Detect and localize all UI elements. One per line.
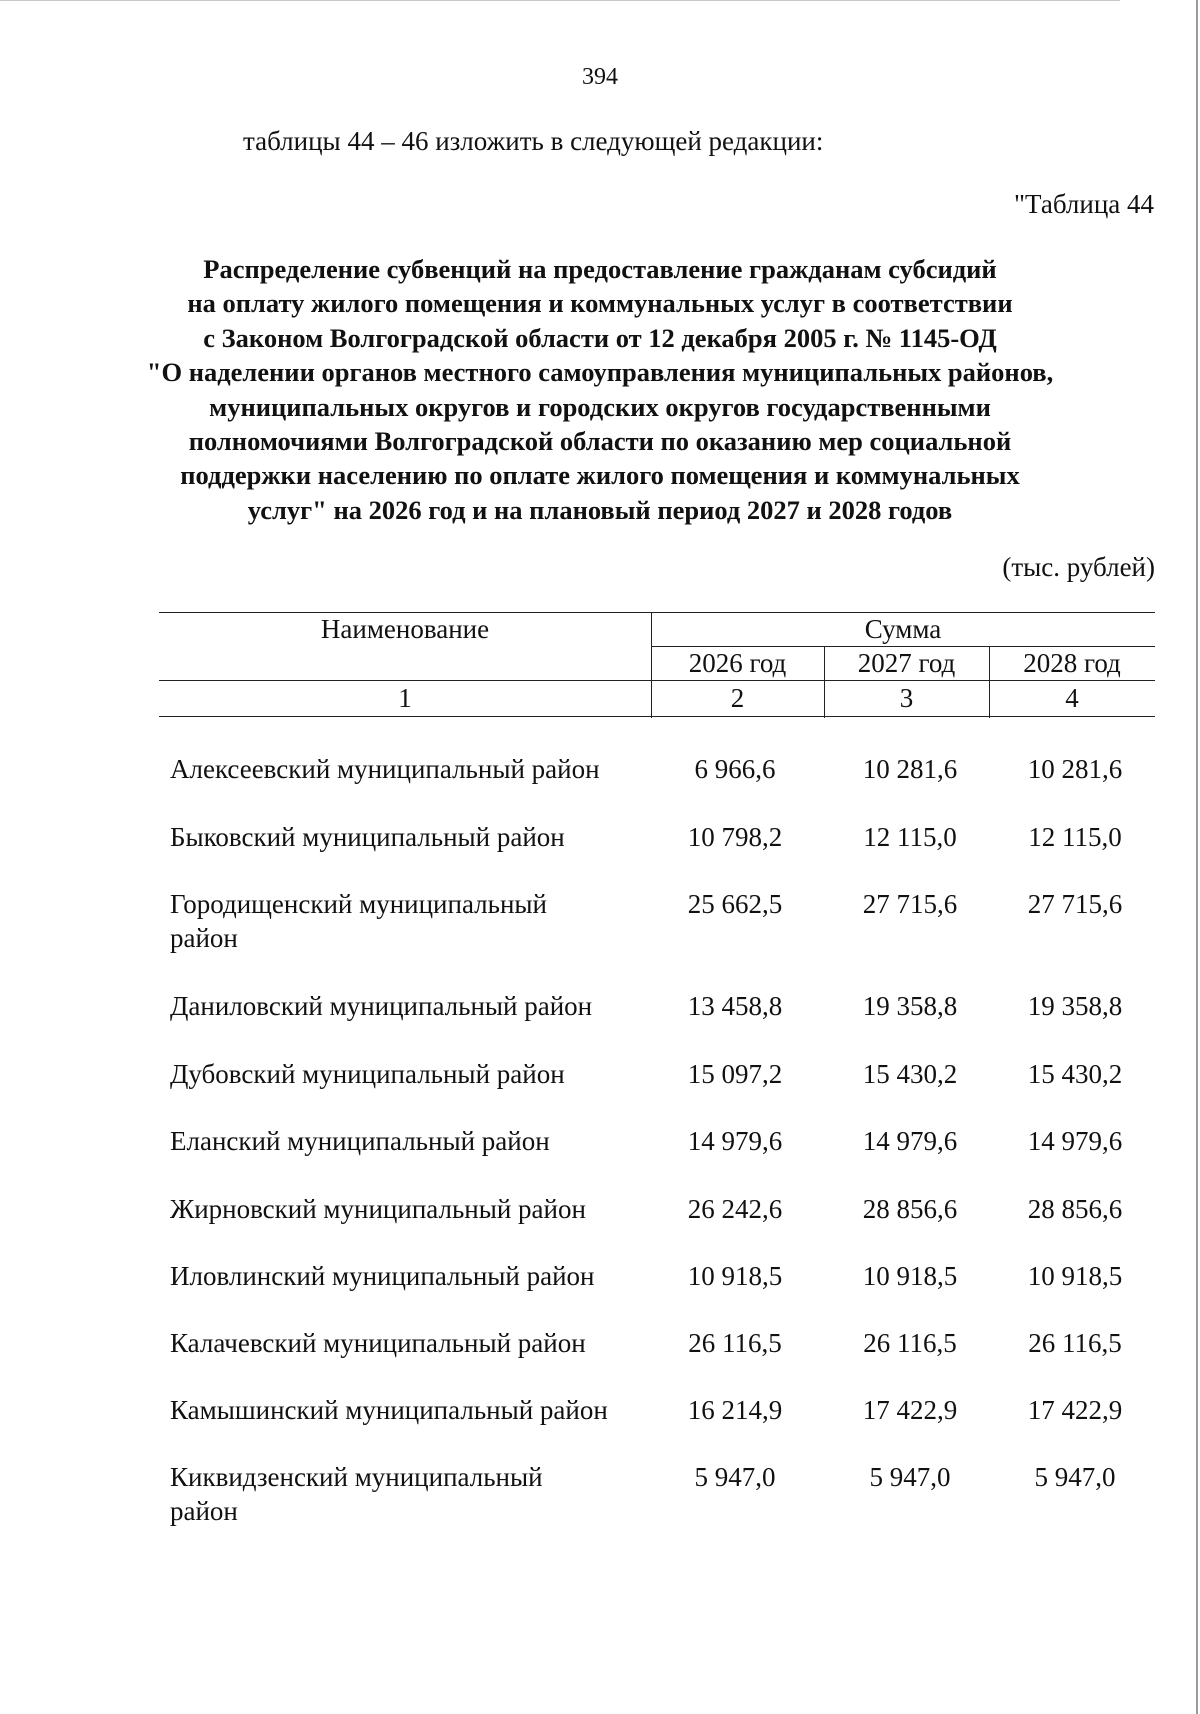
header-colnum-3: 3 [899,683,914,713]
row-name: Камышинский муниципальный район [170,1395,608,1425]
row-value-2026: 16 214,9 [687,1395,783,1425]
header-rule-bottom [159,716,1155,717]
page-right-edge [1196,0,1198,1714]
row-value-2026: 10 918,5 [687,1261,783,1291]
row-value-2027: 14 979,6 [862,1126,958,1156]
header-year-2026: 2026 год [688,648,787,678]
title-line: муниципальных округов и городских округов государственными [209,391,991,422]
row-value-2028: 10 281,6 [1027,754,1123,784]
title-line: Распределение субвенций на предоставление гражданам субсидий [203,254,997,284]
title-line: поддержки населению по оплате жилого помещения и коммунальных [180,460,1020,491]
row-value-2026: 26 116,5 [688,1328,782,1358]
row-value-2027: 10 281,6 [862,754,958,784]
row-value-2026: 15 097,2 [687,1059,783,1089]
header-name: Наименование [320,614,490,644]
header-year-2027: 2027 год [857,648,956,678]
row-value-2028: 5 947,0 [1034,1462,1116,1492]
header-colnum-2: 2 [730,683,745,713]
row-value-2028: 14 979,6 [1027,1126,1123,1156]
row-value-2028: 10 918,5 [1027,1261,1123,1291]
row-name: Жирновский муниципальный район [170,1194,586,1224]
row-value-2028: 26 116,5 [1028,1328,1122,1358]
row-name: Городищенский муниципальный район [170,889,547,953]
row-name: Алексеевский муниципальный район [170,754,600,784]
header-year-2028: 2028 год [1023,648,1121,678]
title-line: "О наделении органов местного самоуправления муниципальных районов, [146,357,1054,388]
row-value-2026: 26 242,6 [687,1194,783,1224]
header-rule-top [159,612,1155,613]
row-value-2027: 28 856,6 [862,1194,958,1224]
intro-text: таблицы 44 – 46 изложить в следующей редакции: [243,126,824,156]
page-top-edge [0,0,1120,1]
header-colnum-4: 4 [1065,683,1079,713]
row-value-2028: 19 358,8 [1027,991,1123,1021]
row-value-2027: 26 116,5 [863,1328,957,1358]
title-line: с Законом Волгоградской области от 12 декабря 2005 г. № 1145-ОД [203,322,997,353]
row-name: Киквидзенский муниципальный район [170,1462,543,1526]
table-header [159,612,1155,718]
row-name: Еланский муниципальный район [170,1126,550,1156]
header-colnum-1: 1 [398,683,412,713]
row-name: Иловлинский муниципальный район [170,1261,595,1291]
title-line: на оплату жилого помещения и коммунальных услуг в соответствии [187,288,1013,319]
row-name: Дубовский муниципальный район [170,1059,565,1089]
page-number: 394 [582,64,618,90]
row-value-2027: 27 715,6 [862,889,958,919]
row-value-2027: 12 115,0 [863,822,957,852]
row-value-2028: 17 422,9 [1027,1395,1123,1425]
table-title [80,252,1120,527]
table-label: "Таблица 44 [1014,189,1154,219]
row-value-2027: 19 358,8 [862,991,958,1021]
row-value-2026: 6 966,6 [694,754,776,784]
row-value-2026: 10 798,2 [687,822,783,852]
row-value-2026: 5 947,0 [694,1462,776,1492]
row-value-2026: 14 979,6 [687,1126,783,1156]
row-value-2027: 10 918,5 [862,1261,958,1291]
row-value-2028: 12 115,0 [1028,822,1122,852]
row-value-2027: 17 422,9 [862,1395,958,1425]
row-value-2026: 25 662,5 [687,889,783,919]
row-name: Даниловский муниципальный район [170,991,593,1021]
row-value-2027: 5 947,0 [869,1462,951,1492]
row-value-2028: 28 856,6 [1027,1194,1123,1224]
header-rule-sum [651,646,1155,647]
row-value-2026: 13 458,8 [687,991,783,1021]
title-line: услуг" на 2026 год и на плановый период 2027 и 2028 годов [247,494,953,525]
header-sum: Сумма [864,614,942,644]
row-name: Калачевский муниципальный район [170,1328,586,1358]
row-value-2028: 27 715,6 [1027,889,1123,919]
title-line: полномочиями Волгоградской области по оказанию мер социальной [188,426,1012,457]
row-value-2028: 15 430,2 [1027,1059,1123,1089]
header-rule-mid [159,680,1155,681]
row-value-2027: 15 430,2 [862,1059,958,1089]
row-name: Быковский муниципальный район [170,822,565,852]
units-label: (тыс. рублей) [1002,552,1155,582]
